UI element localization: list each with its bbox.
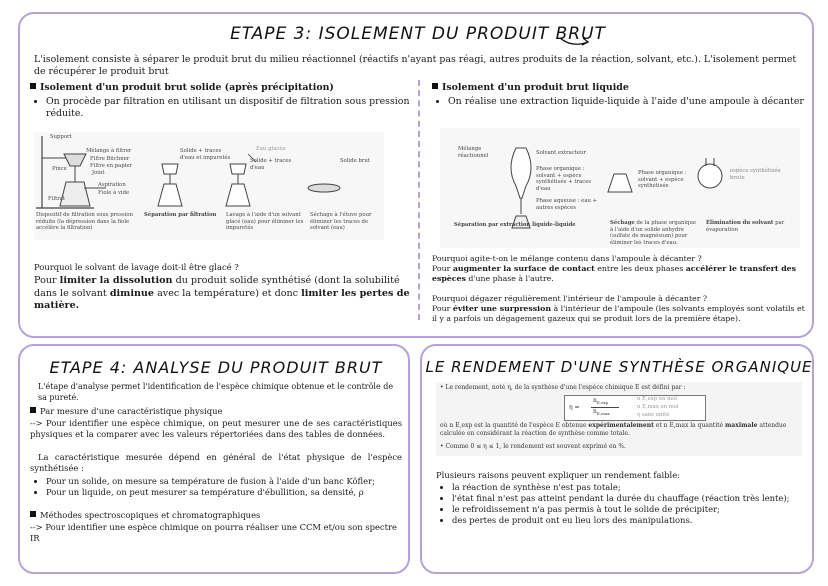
caption-lavage: Lavage à l'aide d'un solvant glacé (eau) pour éliminer les impuretés <box>226 212 304 232</box>
reason-item: • des pertes de produit ont eu lieu lors des manipulations. <box>452 515 808 526</box>
reason-item: • le refroidissement n'a pas permis à tout le solide de précipiter; <box>452 504 808 515</box>
etape4-h2: Méthodes spectroscopiques et chromatographiques <box>30 510 400 521</box>
reasons-list <box>438 482 808 526</box>
etape4-p1: --> Pour identifier une espèce chimique, on peut mesurer une de ses caractéristiques physiques et la comparer avec les valeurs répertoriées dans des tables de données. <box>30 418 402 439</box>
units-1: n E,exp en mol <box>637 396 677 402</box>
etape4-list <box>32 476 404 498</box>
solid-bullet: • On procède par filtration en utilisant un dispositif de filtration sous pression réduite. <box>32 96 412 120</box>
formula-num: $n_{E,exp}$ <box>593 397 609 406</box>
formula-box <box>564 395 706 421</box>
reasons-intro: Plusieurs raisons peuvent expliquer un rendement faible: <box>436 470 680 480</box>
fig-label-solide-brut: Solide brut <box>340 158 370 164</box>
extraction-figure <box>440 128 800 248</box>
rendement-definition-box <box>436 382 802 456</box>
list-item: • Pour un liquide, on peut mesurer sa température d'ébullition, sa densité, ρ <box>46 487 404 498</box>
filtration-figure <box>34 132 384 240</box>
etape4-card <box>18 344 410 574</box>
rendement-title: LE RENDEMENT D'UNE SYNTHÈSE ORGANIQUE <box>425 358 813 376</box>
fig-label-papier: Filtre en papier <box>90 163 133 169</box>
fig-label-support: Support <box>50 134 72 140</box>
rendement-range: • Comme 0 ≤ η ≤ 1, le rendement est souvent exprimé en %. <box>440 443 626 450</box>
caption-sechage-org: Séchage de la phase organique à l'aide d'un solide anhydre (sulfate de magnésium) pour éliminer les traces d'eau. <box>610 220 697 246</box>
liquid-a1: Pour augmenter la surface de contact entre les deux phases accélérer le transfert des espèces d'une phase à l'autre. <box>432 264 797 283</box>
solid-question: Pourquoi le solvant de lavage doit-il être glacé ? <box>34 262 239 272</box>
caption-separation: Séparation par filtration <box>144 212 217 218</box>
fig-label-phase-org2: Phase organique : solvant + espèce synthétisée <box>638 170 687 190</box>
rendement-def: • Le rendement, noté η, de la synthèse d'une l'espèce chimique E est défini par : <box>440 384 686 391</box>
fig-label-phase-aq: Phase aqueuse : eau + autres espèces <box>536 198 598 211</box>
fig-label-solide-traces2: Solide + traces d'eau <box>250 158 292 171</box>
rendement-card <box>420 344 814 574</box>
etape3-card <box>18 12 814 338</box>
fig-label-aspiration: Aspiration <box>98 182 126 188</box>
solid-heading: Isolement d'un produit brut solide (après précipitation) <box>30 82 420 94</box>
fig-label-melange-reac: Mélange réactionnel <box>458 146 489 159</box>
fig-label-phase-org: Phase organique : solvant + espèce synthétisée + traces d'eau <box>536 166 592 192</box>
reason-item: • la réaction de synthèse n'est pas totale; <box>452 482 808 493</box>
fig-label-fiole: Fiole à vide <box>98 190 130 196</box>
liquid-q1: Pourquoi agite-t-on le mélange contenu dans l'ampoule à décanter ? <box>432 254 702 263</box>
etape4-intro: L'étape d'analyse permet l'identification de l'espèce chimique obtenue et le contrôle de sa pureté. <box>38 382 394 402</box>
reason-item: • l'état final n'est pas atteint pendant la durée du chauffage (réaction très lente); <box>452 493 808 504</box>
liquid-q2: Pourquoi dégazer régulièrement l'intérieur de l'ampoule à décanter ? <box>432 294 708 303</box>
liquid-bullet: • On réalise une extraction liquide-liquide à l'aide d'une ampoule à décanter <box>434 96 806 108</box>
caption-sechage: Séchage à l'étuve pour éliminer les traces de solvant (eau) <box>310 212 372 232</box>
units-2: n E,max en mol <box>637 404 679 410</box>
fig-label-joint: Joint <box>92 170 105 176</box>
etape4-h1: Par mesure d'une caractéristique physique <box>30 406 400 417</box>
fig-label-espece: espèce synthétisée brute <box>730 168 781 181</box>
column-divider <box>418 80 420 320</box>
etape3-title: ETAPE 3: ISOLEMENT DU PRODUIT BRUT <box>230 24 606 44</box>
caption-extraction: Séparation par extraction liquide-liquide <box>454 222 576 228</box>
liquid-heading: Isolement d'un produit brut liquide <box>432 82 802 94</box>
list-item: • Pour un solide, on mesure sa température de fusion à l'aide d'un banc Köfler; <box>46 476 404 487</box>
fig-label-eau-glacee: Eau glacée <box>256 146 286 152</box>
fig-label-solide-traces: Solide + traces d'eau et impuretés <box>180 148 231 161</box>
etape4-p3: --> Pour identifier une espèce chimique on pourra réaliser une CCM et/ou son spectre IR <box>30 522 397 543</box>
etape3-intro: L'isolement consiste à séparer le produit brut du milieu réactionnel (réactifs n'ayant pas réagi, autres produits de la réaction, solvant, etc.). L'isolement permet de récupérer le produit brut <box>34 54 797 77</box>
fig-label-filtrat: Filtrat <box>48 196 66 202</box>
rendement-where: où n E,exp est la quantité de l'espèce E obtenue expérimentalement et n E,max la quantité maximale attendue calculée en considérant la réaction de synthèse comme totale. <box>440 422 787 437</box>
etape4-title: ETAPE 4: ANALYSE DU PRODUIT BRUT <box>49 358 383 377</box>
fig-label-buchner: Filtre Büchner <box>90 156 130 162</box>
liquid-a2: Pour éviter une surpression à l'intérieur de l'ampoule (les solvants employés sont volatils et il y a parfois un dégagement gazeux qui se produit lors de la première étape). <box>432 304 805 323</box>
arrow-icon <box>558 32 592 48</box>
caption-dispositif: Dispositif de filtration sous pression réduite (la dépression dans la fiole accélère la filtration) <box>36 212 133 232</box>
caption-elimination: Élimination du solvant par évaporation <box>706 220 785 233</box>
fig-label-melange: Mélange à filtrer <box>86 148 132 154</box>
fig-label-pince: Pince <box>52 166 67 172</box>
units-3: η sans unité <box>637 412 670 418</box>
fig-label-solvant-extr: Solvant extracteur <box>536 150 586 156</box>
solid-answer: Pour limiter la dissolution du produit solide synthétisé (dont la solubilité dans le solvant diminue avec la température) et donc limiter les pertes de matière. <box>34 275 410 311</box>
formula-den: $n_{E,max}$ <box>593 408 610 417</box>
formula-lhs: η = <box>569 404 580 411</box>
etape4-p2: La caractéristique mesurée dépend en général de l'état physique de l'espèce synthétisée : <box>30 452 402 473</box>
